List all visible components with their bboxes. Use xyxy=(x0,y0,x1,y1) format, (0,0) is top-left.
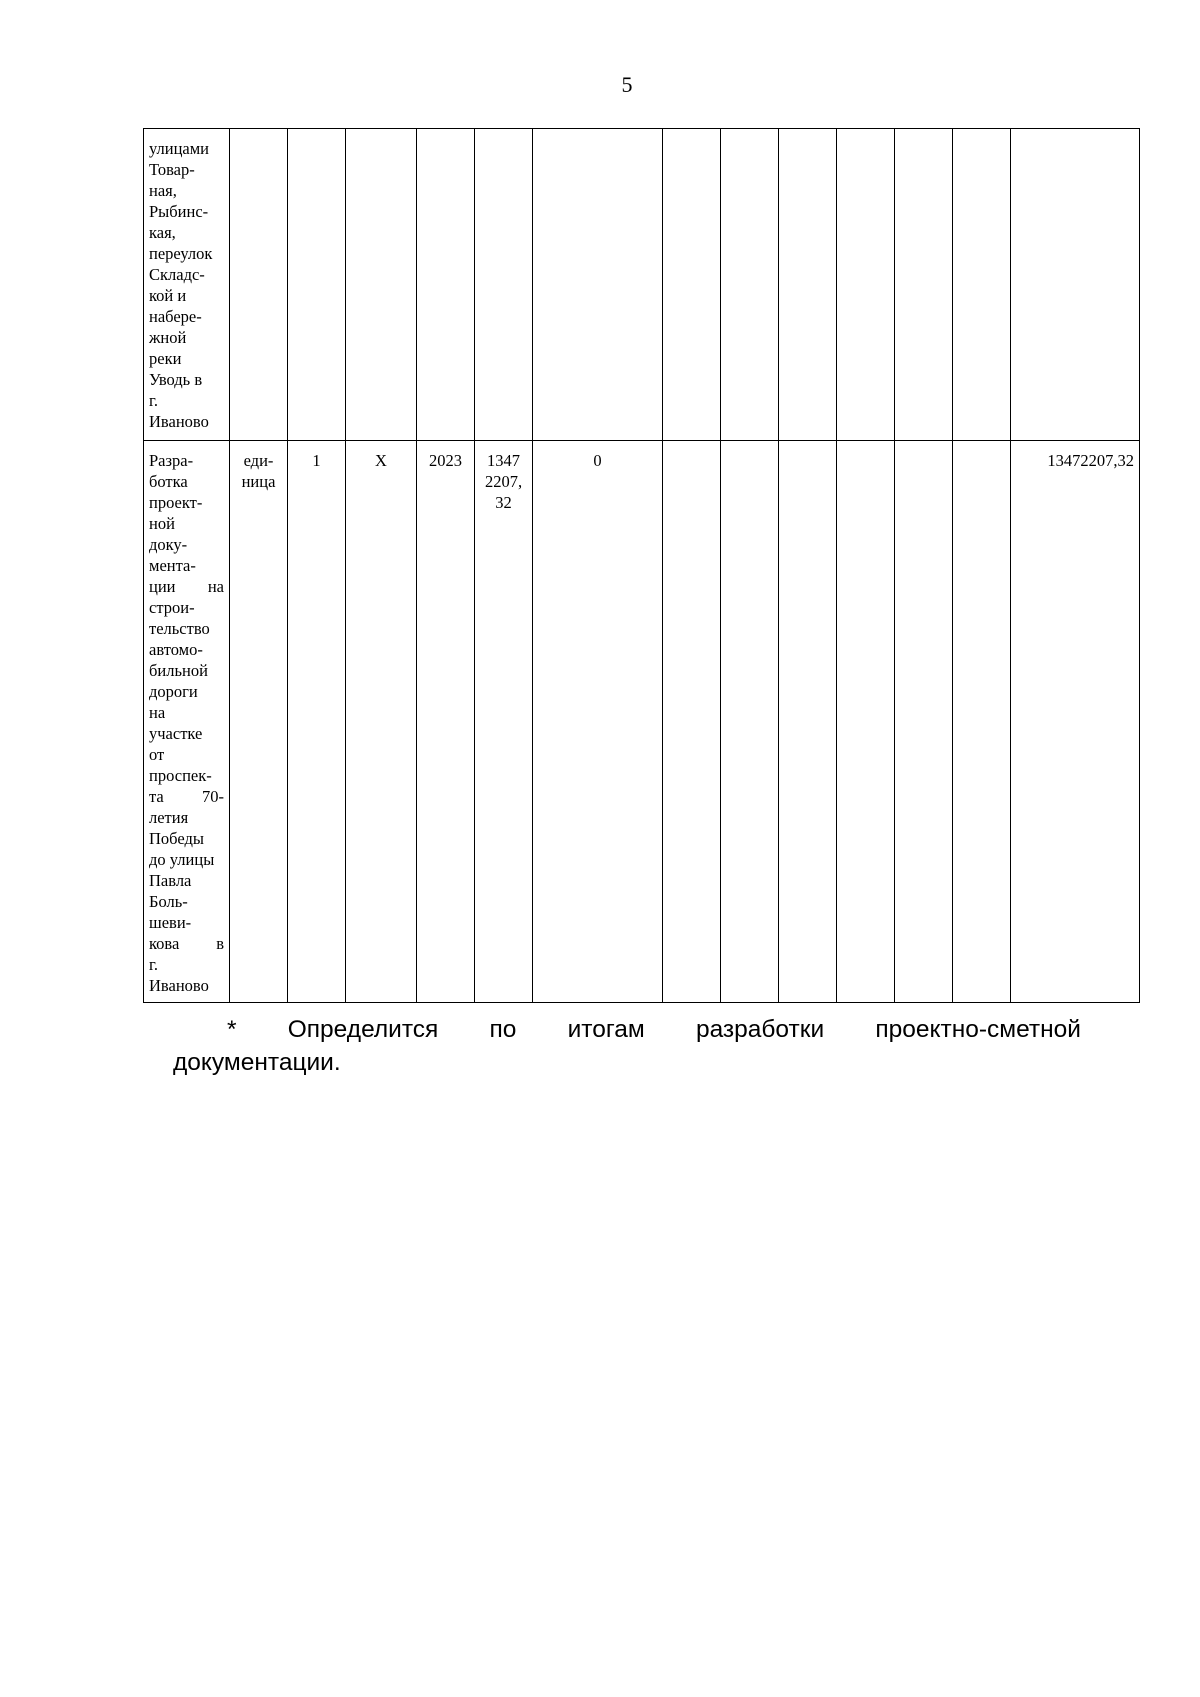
footnote xyxy=(173,1013,1081,1079)
amount-line: 1347 xyxy=(487,451,520,470)
row2-name-line: Павла xyxy=(149,871,192,890)
amount-line: 32 xyxy=(495,493,512,512)
row2-name-line: та 70- xyxy=(149,787,224,806)
row1-name-cell xyxy=(144,129,230,441)
zero-value-cell: 0 xyxy=(533,441,663,1003)
table-cell xyxy=(288,129,346,441)
row1-name-line: г. xyxy=(149,391,159,410)
quantity-cell: 1 xyxy=(288,441,346,1003)
row1-name-line: Товар- xyxy=(149,160,195,179)
data-table xyxy=(143,128,1140,1003)
row2-name-line: ции на xyxy=(149,577,224,596)
row2-name-line: Победы xyxy=(149,829,204,848)
row2-name-line: ботка xyxy=(149,472,188,491)
amount-cell xyxy=(475,441,533,1003)
table-cell xyxy=(837,441,895,1003)
table-row xyxy=(144,441,1140,1003)
row1-name-line: кой и xyxy=(149,286,187,305)
row1-name-line: набере- xyxy=(149,307,202,326)
row2-name-line: ной xyxy=(149,514,175,533)
unit-line: еди- xyxy=(243,451,274,470)
row2-name-line: проспек- xyxy=(149,766,212,785)
row1-name-line: кая, xyxy=(149,223,176,242)
row2-name-line: тельство xyxy=(149,619,210,638)
page-number: 5 xyxy=(621,72,633,97)
table-cell xyxy=(533,129,663,441)
table-cell xyxy=(417,129,475,441)
row2-name-line: строи- xyxy=(149,598,195,617)
row1-name-line: переулок xyxy=(149,244,213,263)
footnote-line-1: * Определится по итогам разработки проектно-сметной xyxy=(227,1016,1081,1043)
row2-name-line: шеви- xyxy=(149,913,192,932)
row2-name-line: на xyxy=(149,703,166,722)
row1-name-line: Уводь в xyxy=(149,370,203,389)
row2-name-line: проект- xyxy=(149,493,203,512)
table-cell xyxy=(837,129,895,441)
amount-line: 2207, xyxy=(484,472,523,491)
row1-name-line: Иваново xyxy=(149,412,209,431)
row2-name-line: от xyxy=(149,745,165,764)
table-cell xyxy=(721,441,779,1003)
table-cell xyxy=(895,129,953,441)
row2-name-line: до улицы xyxy=(149,850,215,869)
table-cell xyxy=(953,129,1011,441)
unit-line: ница xyxy=(241,472,276,491)
year-cell: 2023 xyxy=(417,441,475,1003)
table-row xyxy=(144,129,1140,441)
table-cell xyxy=(663,441,721,1003)
row1-name-line: ная, xyxy=(149,181,177,200)
row1-name-line: Рыбинс- xyxy=(149,202,209,221)
row2-name-line: мента- xyxy=(149,556,196,575)
row2-name-line: Иваново xyxy=(149,976,209,995)
row1-name-line: реки xyxy=(149,349,182,368)
row1-name-line: жной xyxy=(149,328,187,347)
table-cell xyxy=(721,129,779,441)
row2-name-line: летия xyxy=(149,808,189,827)
mark-cell: X xyxy=(346,441,417,1003)
unit-cell xyxy=(230,441,288,1003)
row2-name-line: участке xyxy=(149,724,203,743)
row1-name-line: улицами xyxy=(149,139,210,158)
table-cell xyxy=(779,441,837,1003)
table-cell xyxy=(895,441,953,1003)
table-cell xyxy=(230,129,288,441)
table-cell xyxy=(475,129,533,441)
row2-name-line: бильной xyxy=(149,661,208,680)
row2-name-line: дороги xyxy=(149,682,198,701)
row2-name-line: Разра- xyxy=(149,451,194,470)
table-cell xyxy=(779,129,837,441)
table-cell xyxy=(953,441,1011,1003)
row2-name-line: Боль- xyxy=(149,892,188,911)
table-cell xyxy=(663,129,721,441)
row2-name-line: автомо- xyxy=(149,640,203,659)
row1-name-line: Складс- xyxy=(149,265,205,284)
row2-name-line: доку- xyxy=(149,535,188,554)
row2-name-line: кова в xyxy=(149,934,224,953)
footnote-line-2: документации. xyxy=(173,1049,341,1076)
table-cell xyxy=(1011,129,1140,441)
table-cell xyxy=(346,129,417,441)
row2-name-line: г. xyxy=(149,955,159,974)
row2-name-cell xyxy=(144,441,230,1003)
total-cell: 13472207,32 xyxy=(1011,441,1140,1003)
